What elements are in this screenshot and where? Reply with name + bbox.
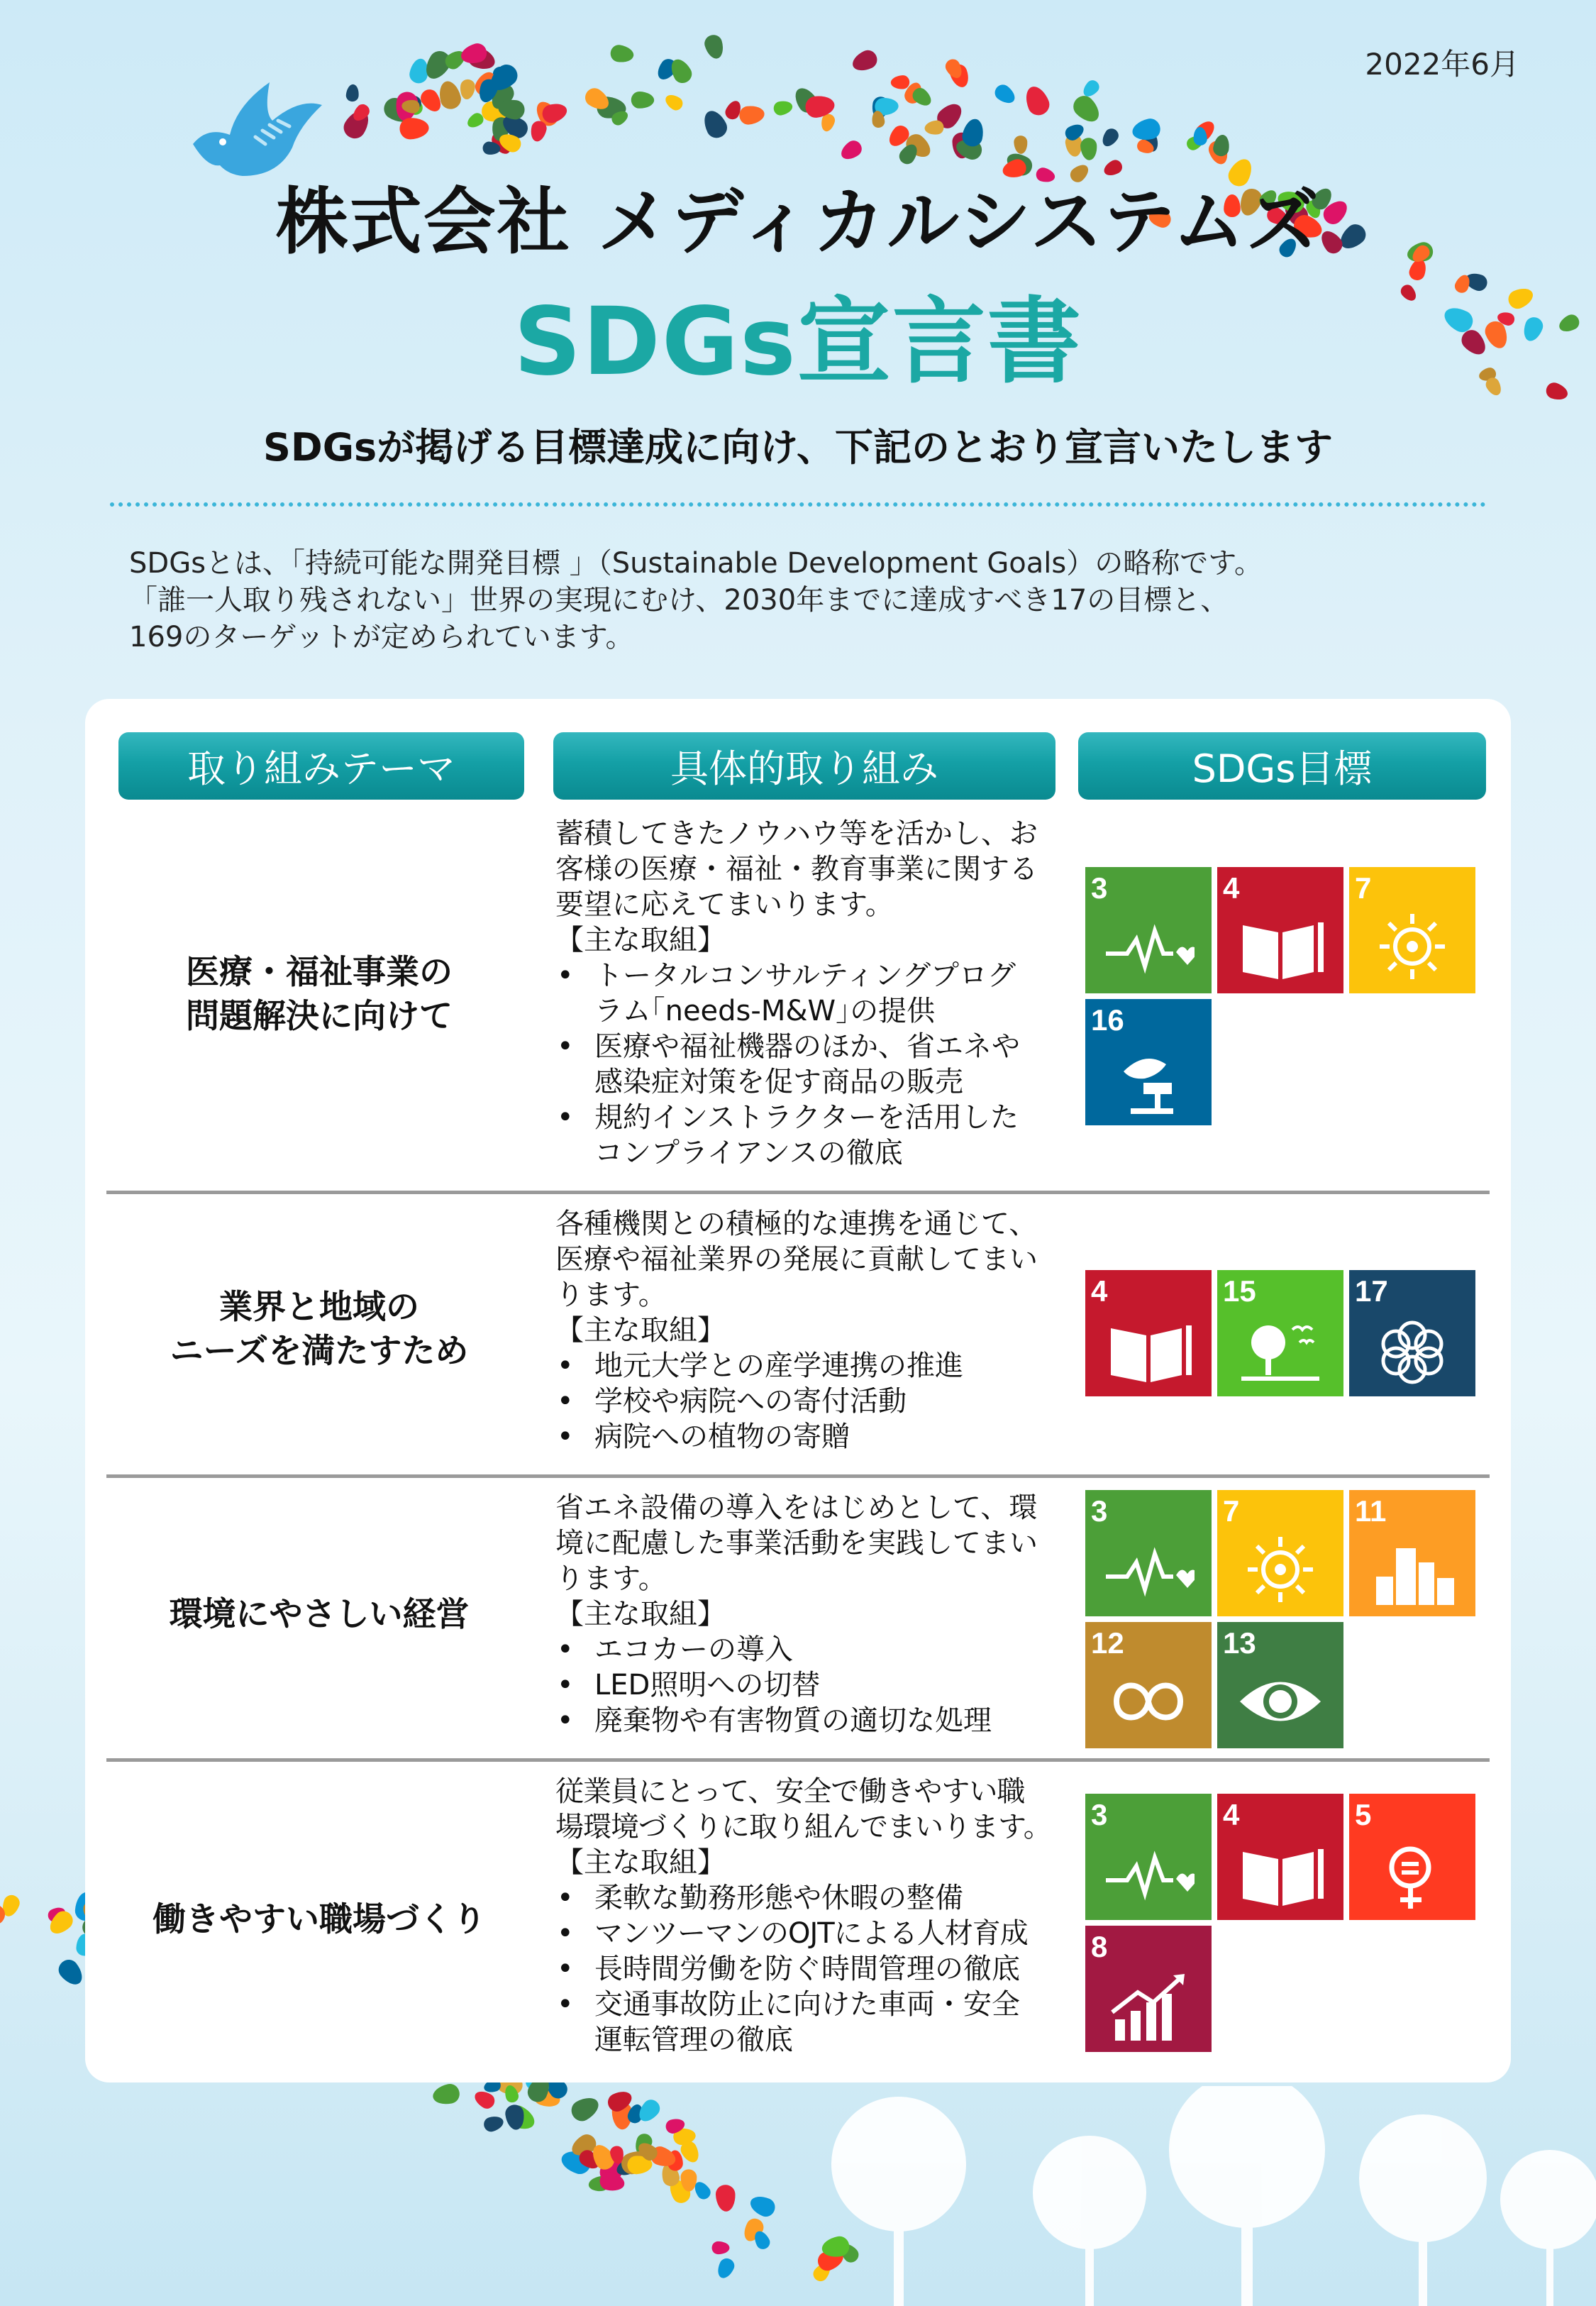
sdg-goal-number: 12: [1091, 1626, 1124, 1660]
confetti-leaf: [55, 1955, 87, 1989]
confetti-leaf: [1212, 133, 1231, 157]
row-theme-line: 問題解決に向けて: [186, 997, 453, 1036]
sdg-goal-5-tile: [1349, 1794, 1475, 1920]
confetti-leaf: [992, 82, 1019, 107]
confetti-leaf: [482, 2114, 505, 2133]
list-item-line: • トータルコンサルティングプログ: [594, 959, 1016, 992]
confetti-leaf: [1080, 137, 1097, 160]
confetti-leaf: [631, 92, 655, 109]
confetti-leaf: [1099, 126, 1121, 149]
row-theme-line: 環境にやさしい経営: [169, 1595, 470, 1634]
intro-line: SDGsとは、「持続可能な開発目標 」（Sustainable Development Goals）の略称です。: [129, 547, 1263, 580]
row-divider: [106, 1474, 1490, 1478]
table-row: [106, 816, 1490, 1192]
infinity-icon: [1102, 1666, 1195, 1741]
table-row: [106, 1490, 1490, 1760]
declaration-subtitle: SDGsが掲げる目標達成に向け、下記のとおり宣言いたします: [262, 425, 1334, 470]
confetti-leaf: [772, 99, 794, 117]
column-header-goals: SDGs目標: [1078, 732, 1486, 800]
list-item-line: • 長時間労働を防ぐ時間管理の徹底: [594, 1953, 1020, 1985]
column-header-theme: 取り組みテーマ: [118, 732, 524, 800]
sdg-goal-number: 11: [1355, 1494, 1387, 1528]
list-item-line: • 規約インストラクターを活用した: [594, 1101, 1019, 1134]
book-pencil-icon: [1234, 911, 1326, 986]
row-theme: [106, 1898, 532, 1942]
sdg-goal-number: 5: [1355, 1798, 1372, 1831]
description-line: 客様の医療・福祉・教育事業に関する: [555, 853, 1038, 886]
main-actions-label: 【主な取組】: [555, 1598, 726, 1631]
sdg-goal-4-tile: [1085, 1270, 1212, 1396]
sun-power-icon: [1366, 911, 1458, 986]
sdg-goal-number: 7: [1355, 871, 1372, 905]
sdg-goal-12-tile: [1085, 1622, 1212, 1748]
sdg-goal-3-tile: [1085, 867, 1212, 993]
confetti-leaf: [609, 44, 635, 65]
row-theme: [106, 951, 532, 1039]
sdg-goal-4-tile: [1217, 1794, 1343, 1920]
confetti-leaf: [1130, 116, 1162, 143]
row-theme: [106, 1286, 532, 1374]
confetti-leaf: [1021, 83, 1053, 118]
description-line: 境に配慮した事業活動を実践してまい: [555, 1527, 1038, 1560]
description-line: 医療や福祉業界の発展に貢献してまい: [555, 1243, 1038, 1276]
list-item-line: • LED照明への切替: [594, 1669, 821, 1701]
sdg-goal-number: 3: [1091, 1798, 1108, 1831]
page-title: SDGs宣言書: [514, 287, 1082, 397]
sdg-goal-7-tile: [1217, 1490, 1343, 1616]
row-theme: [106, 1593, 532, 1637]
heartbeat-icon: [1102, 1838, 1195, 1913]
table-row: [106, 1206, 1490, 1476]
sdg-goal-number: 3: [1091, 1494, 1108, 1528]
row-theme-line: ニーズを満たすため: [170, 1332, 469, 1371]
intro-line: 169のターゲットが定められています。: [129, 621, 634, 653]
row-divider: [106, 1191, 1490, 1194]
row-theme-line: 働きやすい職場づくり: [153, 1900, 486, 1939]
confetti-leaf: [838, 138, 865, 163]
list-item-line: • 柔軟な勤務形態や休暇の整備: [594, 1882, 963, 1914]
flower-rings-icon: [1366, 1314, 1458, 1389]
dotted-divider: [110, 502, 1486, 507]
list-item-line: • 廃棄物や有害物質の適切な処理: [594, 1704, 992, 1737]
list-item-line: • 交通事故防止に向けた車両・安全: [594, 1988, 1020, 2021]
confetti-leaf: [738, 104, 765, 126]
confetti-leaf: [663, 92, 685, 113]
description-line: ります。: [555, 1562, 667, 1595]
main-actions-label: 【主な取組】: [555, 1846, 726, 1879]
sdg-goal-number: 8: [1091, 1930, 1108, 1963]
confetti-leaf: [849, 48, 880, 75]
description-line: 従業員にとって、安全で働きやすい職: [555, 1775, 1025, 1808]
gender-equality-icon: [1366, 1838, 1458, 1913]
description-line: 場環境づくりに取り組んでまいります。: [555, 1811, 1051, 1843]
description-line: 省エネ設備の導入をはじめとして、環: [555, 1491, 1038, 1524]
confetti-leaf: [712, 2241, 730, 2254]
trees-illustration: [780, 2086, 1596, 2306]
sdg-goal-16-tile: [1085, 999, 1212, 1125]
description-line: 要望に応えてまいります。: [555, 888, 894, 921]
sdg-goal-3-tile: [1085, 1794, 1212, 1920]
description-line: 蓄積してきたノウハウ等を活かし、お: [555, 817, 1038, 850]
heartbeat-icon: [1102, 911, 1195, 986]
sdg-goal-13-tile: [1217, 1622, 1343, 1748]
sdg-goal-11-tile: [1349, 1490, 1475, 1616]
confetti-leaf: [924, 120, 945, 136]
growth-chart-icon: [1102, 1970, 1195, 2045]
column-header-actions: 具体的取り組み: [553, 732, 1055, 800]
list-item-line: 運転管理の徹底: [594, 2024, 793, 2056]
confetti-leaf: [714, 2256, 736, 2280]
row-theme-line: 医療・福祉事業の: [186, 953, 453, 992]
confetti-leaf: [1014, 136, 1028, 155]
sdg-goal-number: 4: [1223, 871, 1240, 905]
confetti-leaf: [431, 2082, 462, 2107]
intro-line: 「誰一人取り残されない」世界の実現にむけ、2030年までに達成すべき17の目標と、: [129, 584, 1229, 617]
list-item: [555, 1419, 1180, 1455]
main-actions-label: 【主な取組】: [555, 1314, 726, 1347]
confetti-leaf: [345, 84, 360, 102]
confetti-leaf: [890, 75, 909, 90]
city-buildings-icon: [1366, 1534, 1458, 1609]
list-item-line: • 地元大学との産学連携の推進: [594, 1350, 963, 1382]
description-line: ります。: [555, 1279, 667, 1311]
description-line: 各種機関との積極的な連携を通じて、: [555, 1208, 1038, 1240]
confetti-leaf: [399, 117, 430, 140]
list-item-line: 感染症対策を促す商品の販売: [594, 1066, 963, 1098]
sdg-goal-number: 17: [1355, 1274, 1388, 1308]
sdg-goal-number: 3: [1091, 871, 1108, 905]
company-name: 株式会社 メディカルシステムズ: [275, 180, 1321, 265]
sdg-goal-number: 13: [1223, 1626, 1256, 1660]
sdg-goal-7-tile: [1349, 867, 1475, 993]
sdg-goal-number: 7: [1223, 1494, 1240, 1528]
issue-date: 2022年6月: [1365, 47, 1519, 82]
sdg-goal-8-tile: [1085, 1926, 1212, 2052]
sdg-goal-3-tile: [1085, 1490, 1212, 1616]
tree-birds-icon: [1234, 1314, 1326, 1389]
confetti-leaf: [702, 33, 726, 60]
list-item-line: コンプライアンスの徹底: [594, 1137, 903, 1169]
dove-gavel-icon: [1102, 1043, 1195, 1118]
sdg-goal-4-tile: [1217, 867, 1343, 993]
list-item-line: • 学校や病院への寄付活動: [594, 1385, 907, 1418]
book-pencil-icon: [1234, 1838, 1326, 1913]
intro-paragraph: [129, 545, 1519, 656]
confetti-leaf: [1069, 92, 1104, 127]
list-item-line: • 病院への植物の寄贈: [594, 1420, 850, 1453]
sun-power-icon: [1234, 1534, 1326, 1609]
sdg-goal-number: 4: [1091, 1274, 1108, 1308]
list-item-line: • エコカーの導入: [594, 1633, 793, 1666]
list-item-line: ラム｢needs-M&W｣の提供: [594, 995, 936, 1027]
list-item-line: • 医療や福祉機器のほか、省エネや: [594, 1030, 1020, 1063]
row-theme-line: 業界と地域の: [219, 1288, 419, 1327]
row-divider: [106, 1758, 1490, 1762]
eye-globe-icon: [1234, 1666, 1326, 1741]
confetti-leaf: [567, 2093, 602, 2125]
main-actions-label: 【主な取組】: [555, 924, 726, 956]
sdg-goal-number: 4: [1223, 1798, 1240, 1831]
book-pencil-icon: [1102, 1314, 1195, 1389]
list-item-line: • マンツーマンのOJTによる人材育成: [594, 1917, 1028, 1950]
confetti-leaf: [747, 2192, 777, 2219]
sdg-goal-15-tile: [1217, 1270, 1343, 1396]
sdg-goal-number: 15: [1223, 1274, 1256, 1308]
sdg-goal-number: 16: [1091, 1003, 1124, 1037]
confetti-leaf: [459, 79, 476, 101]
heartbeat-icon: [1102, 1534, 1195, 1609]
confetti-leaf: [715, 2185, 736, 2212]
table-row: [106, 1774, 1490, 2065]
sdg-goal-17-tile: [1349, 1270, 1475, 1396]
